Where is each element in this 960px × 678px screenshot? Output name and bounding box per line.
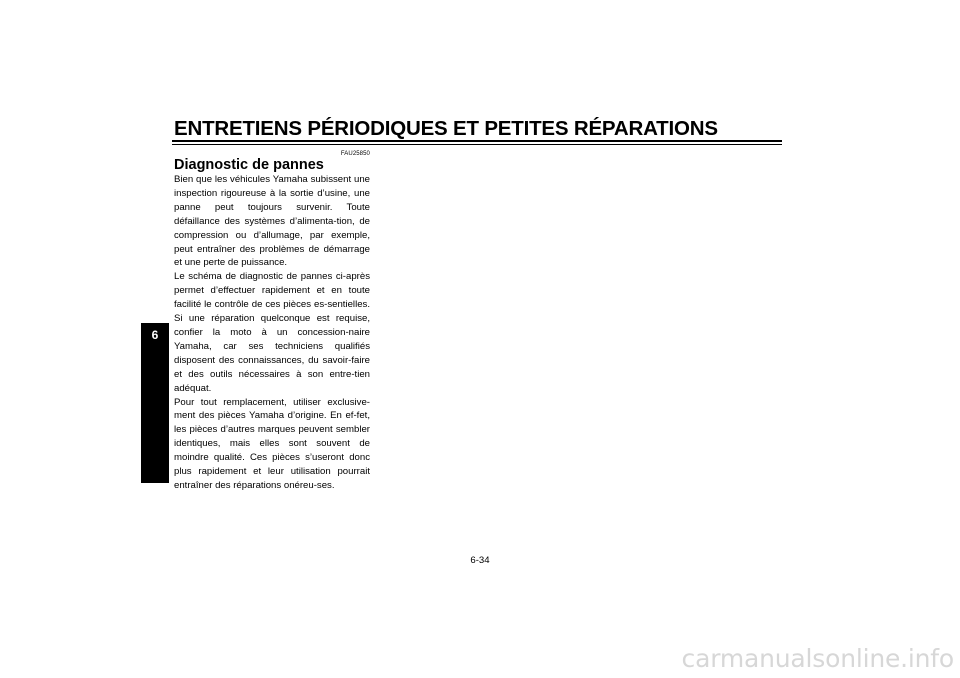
header-rule-thin bbox=[172, 144, 782, 145]
header-rule-thick bbox=[172, 140, 782, 142]
watermark: carmanualsonline.info bbox=[681, 644, 954, 673]
chapter-tab-number: 6 bbox=[151, 328, 159, 342]
chapter-tab bbox=[141, 323, 169, 483]
chapter-title: ENTRETIENS PÉRIODIQUES ET PETITES RÉPARATIONS bbox=[174, 117, 718, 140]
body-paragraph: Bien que les véhicules Yamaha subissent une inspection rigoureuse à la sortie d’usine, une panne peut toujours survenir. Toute défaillance des systèmes d’alimenta-tion, de compression ou d’allumage, par exemple, peut entraîner des problèmes de démarrage et une perte de puissance. bbox=[174, 174, 370, 269]
body-paragraph: Pour tout remplacement, utiliser exclusive-ment des pièces Yamaha d’origine. En ef-fet, les pièces d’autres marques peuvent sembler identiques, mais elles sont souvent de moindre qualité. Ces pièces s’useront donc plus rapidement et leur utilisation pourrait entraîner des réparations onéreu-ses. bbox=[174, 396, 370, 491]
page-number: 6-34 bbox=[470, 555, 490, 566]
section-title: Diagnostic de pannes bbox=[174, 157, 324, 173]
reference-code: FAU25850 bbox=[340, 151, 370, 157]
section-body bbox=[174, 173, 370, 493]
body-paragraph: Le schéma de diagnostic de pannes ci-après permet d’effectuer rapidement et en toute facilité le contrôle de ces pièces es-sentielles. Si une réparation quelconque est requise, confier la moto à un concession-naire Yamaha, car ses techniciens qualifiés disposent des connaissances, du savoir-faire et des outils nécessaires à son entre-tien adéquat. bbox=[174, 271, 370, 394]
